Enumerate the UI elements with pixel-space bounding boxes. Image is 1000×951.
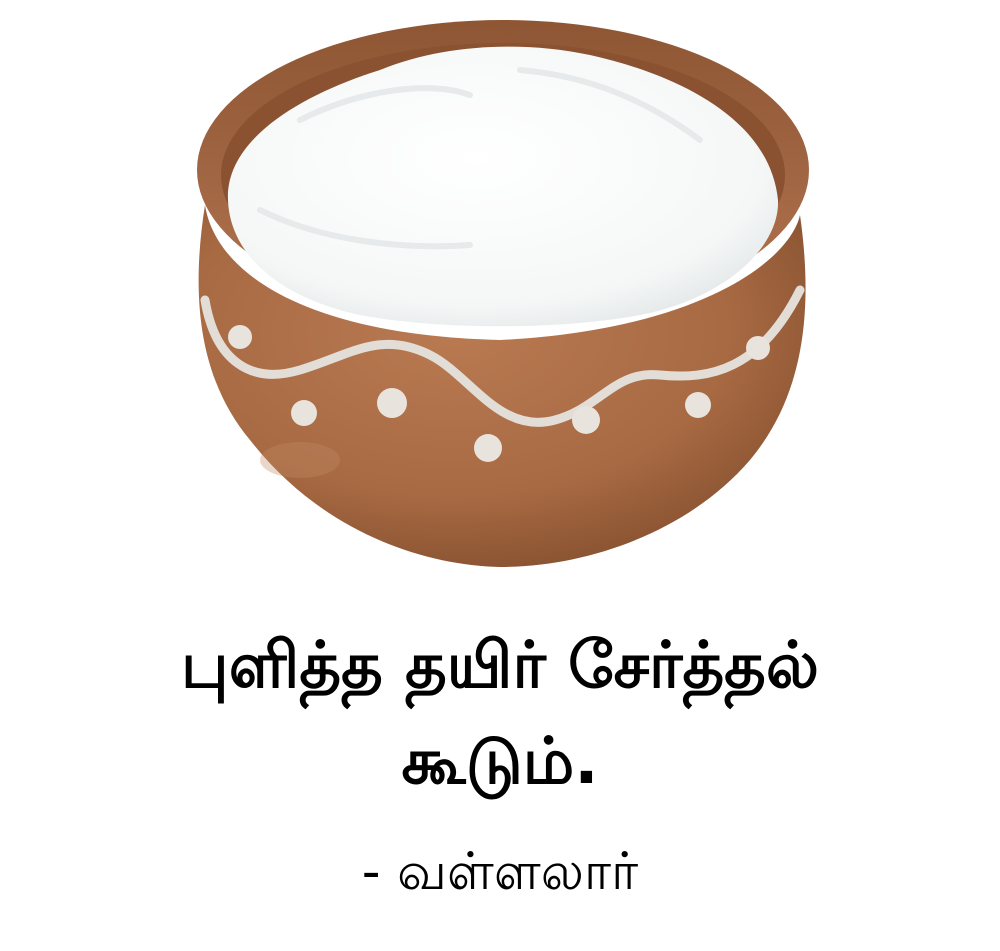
quote-line-1: புளித்த தயிர் சேர்த்தல் (181, 629, 819, 703)
author-attribution: - வள்ளலார் (361, 842, 639, 902)
quote-line-2: கூடும். (401, 725, 599, 799)
quote-text (0, 618, 1000, 810)
